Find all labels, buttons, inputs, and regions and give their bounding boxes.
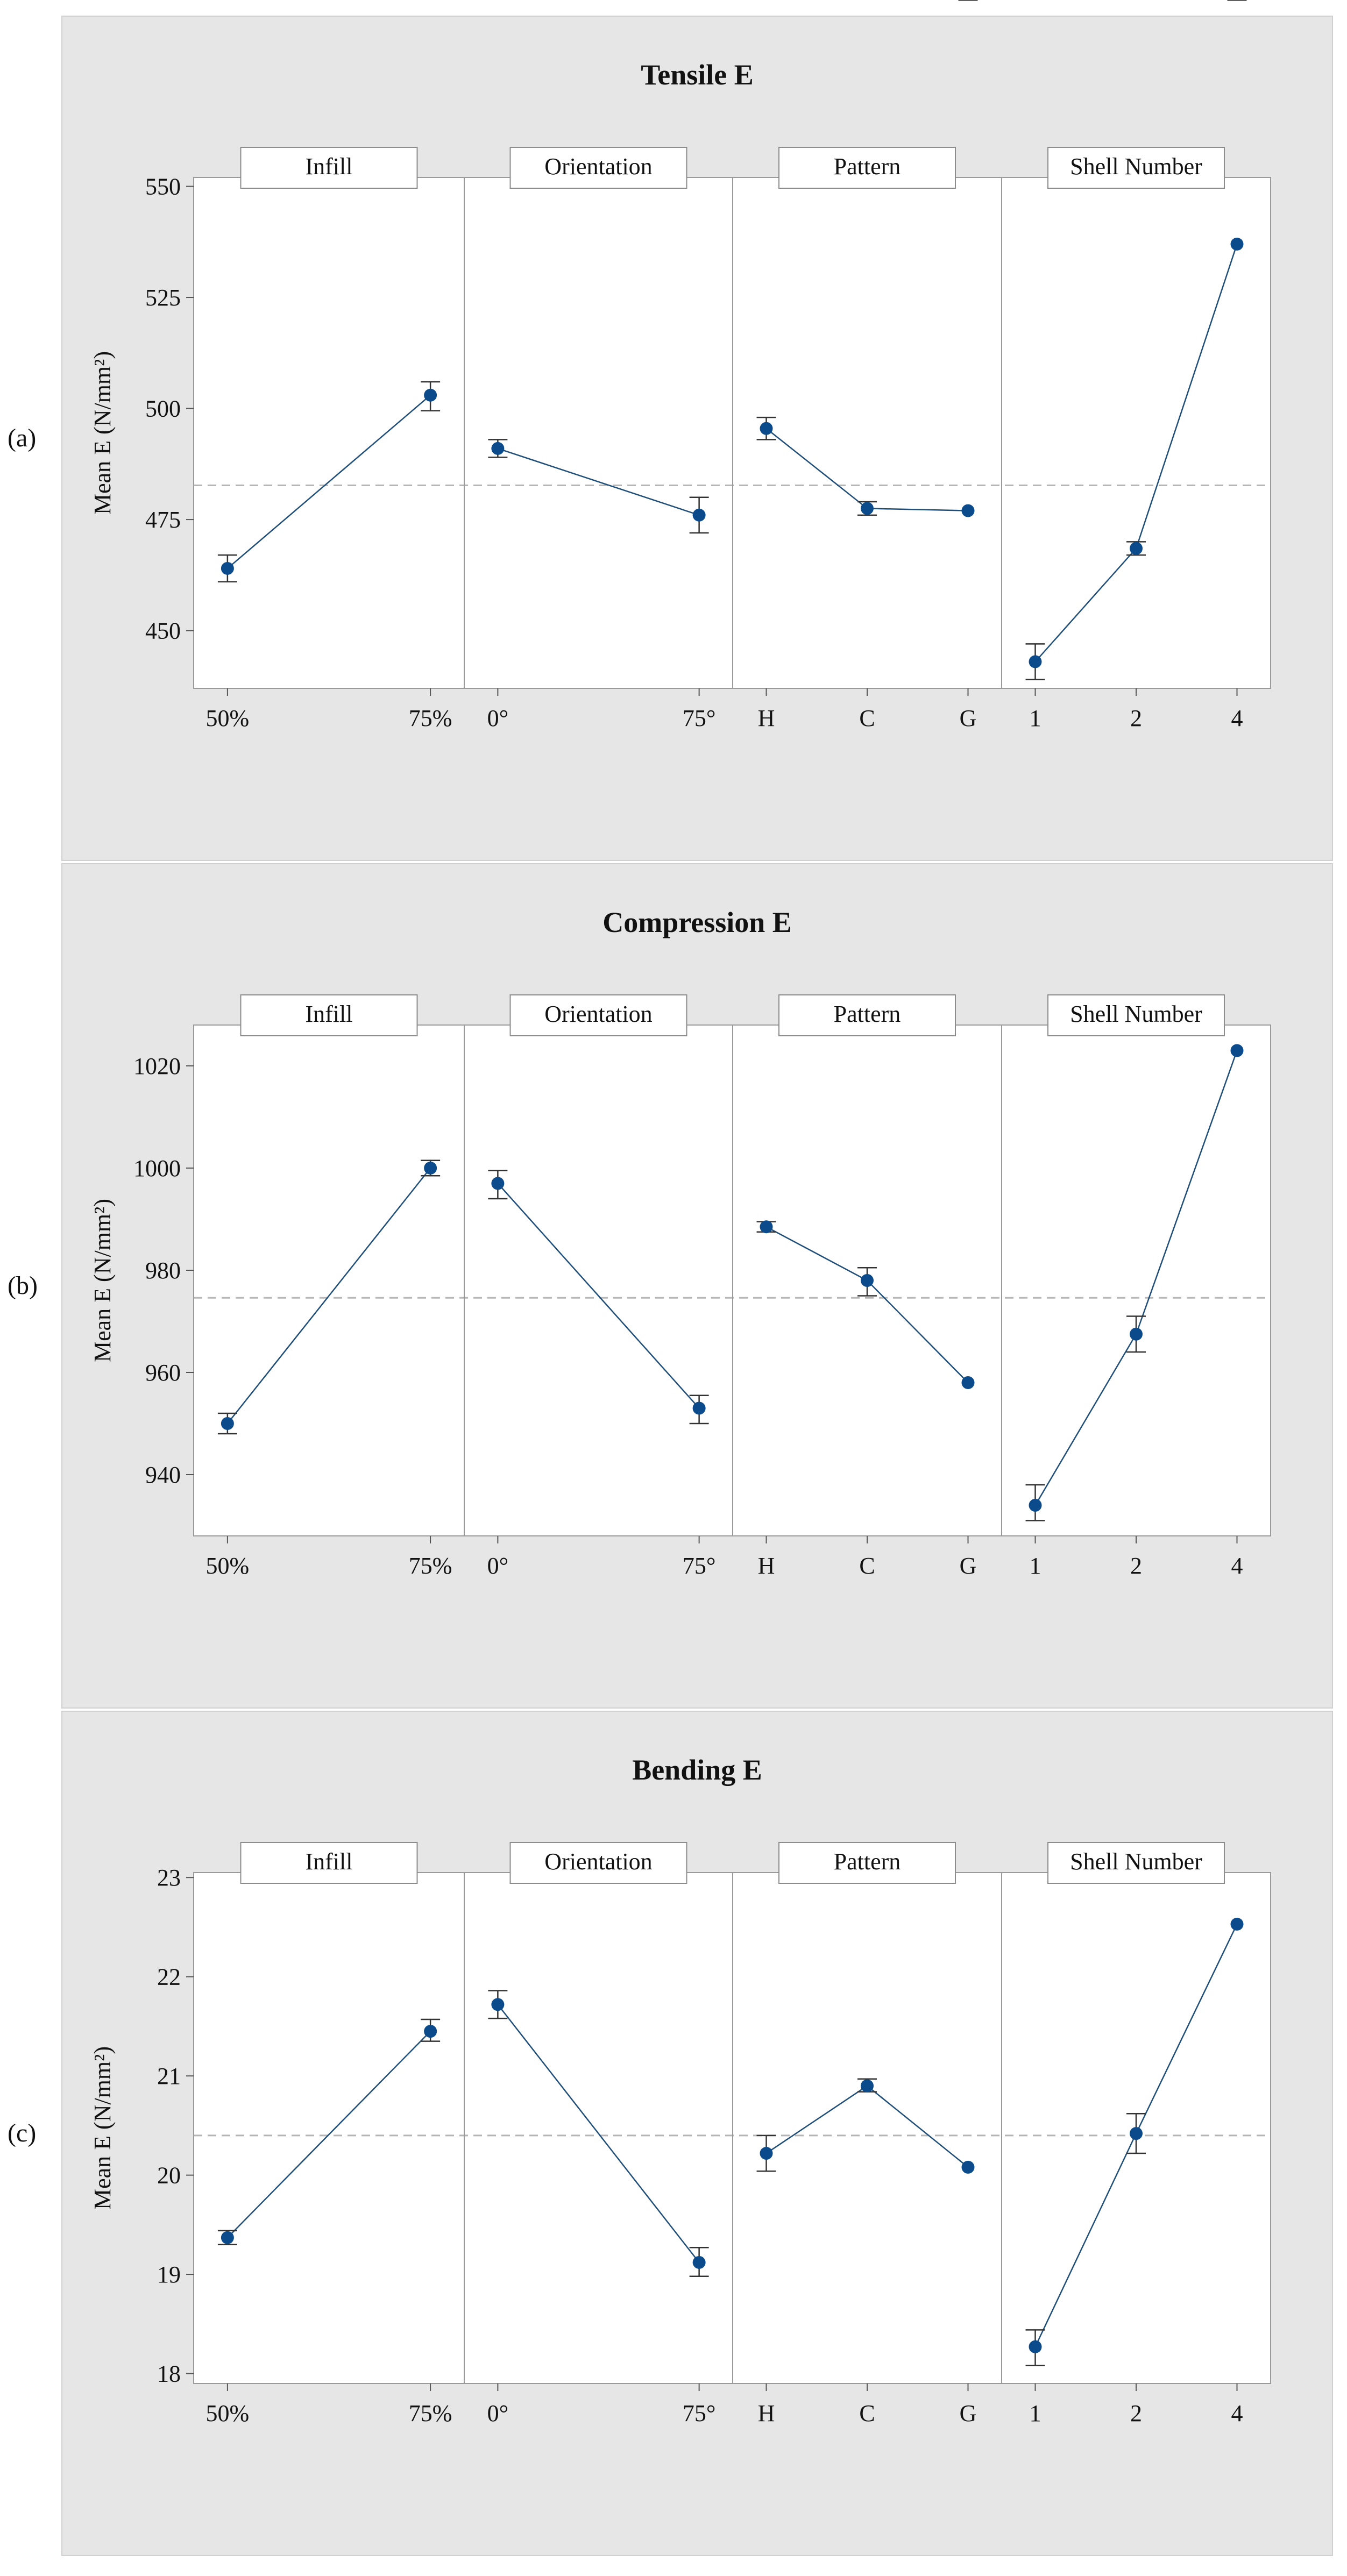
y-tick-label: 940 <box>145 1462 181 1488</box>
y-tick-label: 20 <box>157 2162 181 2189</box>
x-tick-label: 1 <box>1029 1553 1041 1579</box>
x-tick-label: 75° <box>682 1553 716 1579</box>
x-tick-label: 50% <box>205 705 250 731</box>
data-point <box>693 509 706 522</box>
facet-header-label: Pattern <box>833 153 901 180</box>
data-point <box>221 562 234 575</box>
x-tick-label: G <box>959 2400 977 2426</box>
facet-header-label: Orientation <box>544 1001 653 1027</box>
y-tick-label: 19 <box>157 2261 181 2288</box>
x-tick-label: C <box>859 1553 875 1579</box>
data-point <box>491 442 504 455</box>
chart-panel-1 <box>8 0 1332 860</box>
data-point <box>1130 542 1143 555</box>
x-tick-label: H <box>757 705 775 731</box>
y-tick-label: 960 <box>145 1360 181 1386</box>
data-point <box>221 2231 234 2244</box>
facet-header-label: Infill <box>305 1848 353 1875</box>
data-point <box>861 502 874 515</box>
y-axis-label: Mean E (N/mm²) <box>89 2046 116 2210</box>
y-tick-label: 525 <box>145 284 181 311</box>
x-tick-label: 1 <box>1029 2400 1041 2426</box>
chart-title: Tensile E <box>641 59 754 91</box>
data-point <box>1029 655 1042 668</box>
data-point <box>1231 238 1244 251</box>
y-tick-label: 500 <box>145 395 181 422</box>
x-tick-label: 0° <box>487 705 509 731</box>
facet-header-label: Infill <box>305 1001 353 1027</box>
facet-header-label: Shell Number <box>1070 1001 1202 1027</box>
data-point <box>861 2080 874 2093</box>
x-tick-label: G <box>959 1553 977 1579</box>
data-point <box>424 389 437 402</box>
x-tick-label: H <box>757 2400 775 2426</box>
data-point <box>1029 1499 1042 1512</box>
x-tick-label: 4 <box>1231 2400 1243 2426</box>
x-tick-label: 2 <box>1130 1553 1142 1579</box>
x-tick-label: 75% <box>408 705 452 731</box>
y-tick-label: 23 <box>157 1865 181 1891</box>
data-point <box>760 1220 773 1233</box>
panel-label: (a) <box>8 424 37 452</box>
x-tick-label: 0° <box>487 1553 509 1579</box>
facet-header-label: Infill <box>305 153 353 180</box>
x-tick-label: 50% <box>205 1553 250 1579</box>
facet-header-label: Orientation <box>544 153 653 180</box>
x-tick-label: 2 <box>1130 2400 1142 2426</box>
data-point <box>491 1998 504 2011</box>
data-point <box>693 2256 706 2269</box>
facet-header-label: Shell Number <box>1070 153 1202 180</box>
x-tick-label: 75% <box>408 1553 452 1579</box>
x-tick-label: 75% <box>408 2400 452 2426</box>
y-axis-label: Mean E (N/mm²) <box>89 1198 116 1363</box>
facet-header-label: Pattern <box>833 1001 901 1027</box>
x-tick-label: H <box>757 1553 775 1579</box>
x-tick-label: C <box>859 2400 875 2426</box>
data-point <box>424 1162 437 1175</box>
data-point <box>962 504 975 517</box>
data-point <box>1231 1044 1244 1057</box>
y-tick-label: 980 <box>145 1257 181 1284</box>
x-tick-label: 75° <box>682 2400 716 2426</box>
data-point <box>1231 1918 1244 1931</box>
data-point <box>1130 2127 1143 2140</box>
data-point <box>962 1376 975 1389</box>
y-tick-label: 475 <box>145 507 181 533</box>
data-point <box>1029 2340 1042 2353</box>
x-tick-label: 0° <box>487 2400 509 2426</box>
y-axis-label: Mean E (N/mm²) <box>89 351 116 515</box>
x-tick-label: 1 <box>1029 705 1041 731</box>
y-tick-label: 18 <box>157 2360 181 2387</box>
panel-label: (c) <box>8 2119 37 2147</box>
x-tick-label: G <box>959 705 977 731</box>
panel-label: (b) <box>8 1271 38 1300</box>
y-tick-label: 450 <box>145 617 181 644</box>
data-point <box>760 422 773 435</box>
chart-title: Compression E <box>602 906 792 938</box>
x-tick-label: 50% <box>205 2400 250 2426</box>
x-tick-label: 75° <box>682 705 716 731</box>
facet-header-label: Shell Number <box>1070 1848 1202 1875</box>
facet-header-label: Orientation <box>544 1848 653 1875</box>
data-point <box>1130 1328 1143 1341</box>
data-point <box>760 2147 773 2160</box>
facet-header-label: Pattern <box>833 1848 901 1875</box>
data-point <box>491 1177 504 1190</box>
y-tick-label: 21 <box>157 2063 181 2090</box>
y-tick-label: 550 <box>145 173 181 200</box>
x-tick-label: 4 <box>1231 1553 1243 1579</box>
x-tick-label: C <box>859 705 875 731</box>
y-tick-label: 1000 <box>133 1155 181 1182</box>
y-tick-label: 22 <box>157 1963 181 1990</box>
x-tick-label: 2 <box>1130 705 1142 731</box>
chart-title: Bending E <box>632 1754 762 1786</box>
data-point <box>221 1417 234 1430</box>
data-point <box>424 2025 437 2038</box>
y-tick-label: 1020 <box>133 1053 181 1079</box>
data-point <box>693 1402 706 1415</box>
x-tick-label: 4 <box>1231 705 1243 731</box>
data-point <box>962 2161 975 2174</box>
data-point <box>861 1274 874 1287</box>
